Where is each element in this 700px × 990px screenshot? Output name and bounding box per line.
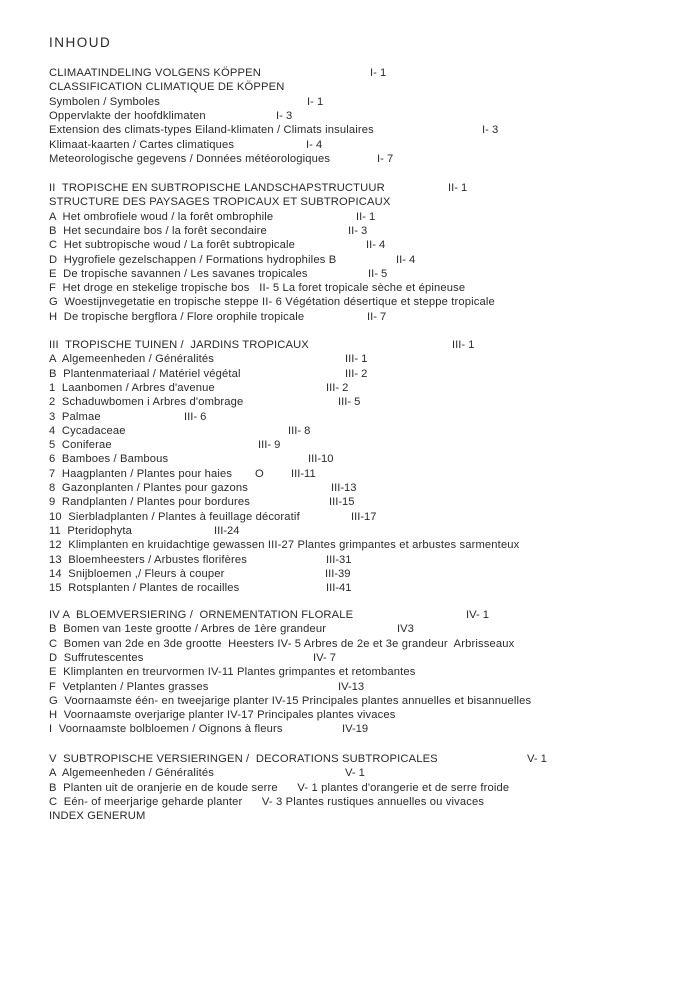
- toc-entry-text: 15 Rotsplanten / Plantes de rocailles: [49, 582, 240, 595]
- toc-page-ref: III- 8: [288, 424, 311, 437]
- toc-entry-text: C Eén- of meerjarige geharde planter V- 3 Plantes rustiques annuelles ou vivaces: [49, 795, 485, 808]
- toc-page-ref: I- 1: [307, 95, 324, 108]
- toc-page-ref: II- 4: [366, 239, 386, 252]
- toc-entry-text: B Bomen van 1este grootte / Arbres de 1ère grandeur: [49, 623, 327, 636]
- toc-page-ref: III- 6: [184, 410, 207, 423]
- toc-page-ref: III- 9: [258, 439, 281, 452]
- toc-entry-text: Extension des climats-types Eiland-klimaten / Climats insulaires: [49, 124, 374, 137]
- toc-entry-text: F Vetplanten / Plantes grasses: [49, 680, 209, 693]
- toc-page-ref: I- 4: [306, 138, 323, 151]
- toc-page-ref: V- 1: [527, 753, 547, 765]
- toc-page-ref: III-41: [326, 582, 352, 595]
- toc-page-ref: II- 7: [367, 310, 387, 323]
- toc-page-ref: III-13: [331, 482, 357, 494]
- toc-page-ref: III-11: [291, 467, 316, 480]
- toc-page-ref: IV-13: [338, 680, 365, 693]
- toc-entry-text: Klimaat-kaarten / Cartes climatiques: [49, 138, 235, 151]
- toc-page-ref: I- 3: [276, 109, 293, 122]
- toc-entry-text: Symbolen / Symboles: [49, 95, 161, 108]
- toc-entry-text: 5 Coniferae: [49, 439, 112, 452]
- toc-entry-text: B Planten uit de oranjerie en de koude serre V- 1 plantes d'orangerie et de serre froide: [49, 781, 510, 794]
- toc-entry-text: I Voornaamste bolbloemen / Oignons à fleurs: [49, 723, 283, 736]
- toc-entry-text: 10 Sierbladplanten / Plantes à feuillage décoratif: [49, 510, 300, 523]
- toc-entry-text: III TROPISCHE TUINEN / JARDINS TROPICAUX: [49, 339, 309, 351]
- toc-page-ref: III- 2: [345, 367, 368, 380]
- toc-entry-text: 6 Bamboes / Bambous: [49, 453, 169, 466]
- toc-page-ref: IV3: [397, 623, 414, 636]
- toc-entry-text: 11 Pteridophyta: [49, 524, 133, 537]
- toc-entry-text: INDEX GENERUM: [49, 810, 146, 823]
- toc-page-ref: I- 3: [482, 124, 499, 137]
- toc-entry-text: G Woestijnvegetatie en tropische steppe II- 6 Végétation désertique et steppe tropicale: [49, 296, 495, 309]
- toc-entry-text: 9 Randplanten / Plantes pour bordures: [49, 496, 250, 509]
- toc-page-ref: II- 5: [368, 267, 388, 280]
- toc-page-ref: I- 1: [370, 67, 387, 79]
- toc-entry-text: Meteorologische gegevens / Données météorologiques: [49, 152, 331, 165]
- page-title: INHOUD: [49, 35, 112, 50]
- toc-entry-text: B Het secundaire bos / la forêt secondaire: [49, 224, 267, 237]
- toc-entry-text: F Het droge en stekelige tropische bos II- 5 La foret tropicale sèche et épineuse: [49, 282, 466, 295]
- toc-entry-text: C Het subtropische woud / La forêt subtropicale: [49, 239, 295, 252]
- toc-page-ref: II- 1: [448, 182, 468, 194]
- toc-entry-text: 14 Snijbloemen ,/ Fleurs à couper: [49, 567, 225, 580]
- toc-entry-text: 8 Gazonplanten / Plantes pour gazons: [49, 482, 248, 494]
- toc-page-ref: IV-19: [342, 723, 369, 736]
- toc-entry-text: A Het ombrofiele woud / la forêt ombrophile: [49, 210, 274, 223]
- toc-entry-text: 4 Cycadaceae: [49, 424, 126, 437]
- toc-page-ref: III- 2: [326, 381, 349, 394]
- toc-page-ref: III-24: [214, 524, 240, 537]
- toc-page-ref: III-15: [329, 496, 355, 509]
- toc-entry-text: II TROPISCHE EN SUBTROPISCHE LANDSCHAPSTRUCTUUR: [49, 182, 385, 194]
- toc-entry-text: 1 Laanbomen / Arbres d'avenue: [49, 381, 215, 394]
- toc-page-ref: II- 4: [396, 253, 416, 266]
- toc-page-ref: III-31: [326, 553, 352, 566]
- toc-page-ref: III- 1: [452, 339, 475, 351]
- toc-page-ref: IV- 1: [466, 609, 490, 621]
- toc-entry-text: Oppervlakte der hoofdklimaten: [49, 109, 206, 122]
- toc-entry-text: B Plantenmateriaal / Matériel végétal: [49, 367, 241, 380]
- toc-page-ref: II- 1: [356, 210, 376, 223]
- toc-entry-text: STRUCTURE DES PAYSAGES TROPICAUX ET SUBTROPICAUX: [49, 196, 391, 209]
- toc-page-ref: III-39: [325, 567, 351, 580]
- toc-entry-text: E Klimplanten en treurvormen IV-11 Plantes grimpantes et retombantes: [49, 666, 416, 679]
- toc-entry-text: 13 Bloemheesters / Arbustes florifères: [49, 553, 247, 566]
- toc-entry-text: G Voornaamste één- en tweejarige planter IV-15 Principales plantes annuelles et bisannuelles: [49, 694, 532, 707]
- toc-entry-text: E De tropische savannen / Les savanes tropicales: [49, 267, 308, 280]
- toc-page-ref: IV- 7: [313, 651, 337, 664]
- toc-entry-text: 7 Haagplanten / Plantes pour haies O: [49, 467, 264, 480]
- toc-entry-text: C Bomen van 2de en 3de grootte Heesters IV- 5 Arbres de 2e et 3e grandeur Arbrisseaux: [49, 637, 515, 650]
- toc-entry-text: CLASSIFICATION CLIMATIQUE DE KÖPPEN: [49, 81, 285, 94]
- toc-entry-text: 3 Palmae: [49, 410, 101, 423]
- toc-entry-text: 2 Schaduwbomen i Arbres d'ombrage: [49, 396, 244, 409]
- toc-page-ref: III-17: [351, 510, 377, 523]
- toc-entry-text: IV A BLOEMVERSIERING / ORNEMENTATION FLORALE: [49, 609, 354, 621]
- toc-entry-text: A Algemeenheden / Généralités: [49, 767, 214, 780]
- toc-entry-text: H Voornaamste overjarige planter IV-17 Principales plantes vivaces: [49, 709, 396, 722]
- toc-page-ref: III- 1: [345, 353, 368, 366]
- toc-page-ref: II- 3: [348, 224, 368, 237]
- toc-entry-text: H De tropische bergflora / Flore orophile tropicale: [49, 310, 305, 323]
- toc-entry-text: V SUBTROPISCHE VERSIERINGEN / DECORATIONS SUBTROPICALES: [49, 753, 438, 765]
- toc-entry-text: CLIMAATINDELING VOLGENS KÖPPEN: [49, 67, 261, 79]
- toc-entry-text: D Hygrofiele gezelschappen / Formations hydrophiles B: [49, 253, 337, 266]
- toc-entry-text: A Algemeenheden / Généralités: [49, 353, 214, 366]
- toc-entry-text: D Suffrutescentes: [49, 651, 144, 664]
- toc-entry-text: 12 Klimplanten en kruidachtige gewassen III-27 Plantes grimpantes et arbustes sarmenteux: [49, 539, 520, 552]
- toc-page-ref: I- 7: [377, 152, 394, 165]
- toc-page-ref: III- 5: [338, 396, 361, 409]
- toc-page-ref: V- 1: [345, 767, 365, 780]
- toc-page-ref: III-10: [308, 453, 334, 466]
